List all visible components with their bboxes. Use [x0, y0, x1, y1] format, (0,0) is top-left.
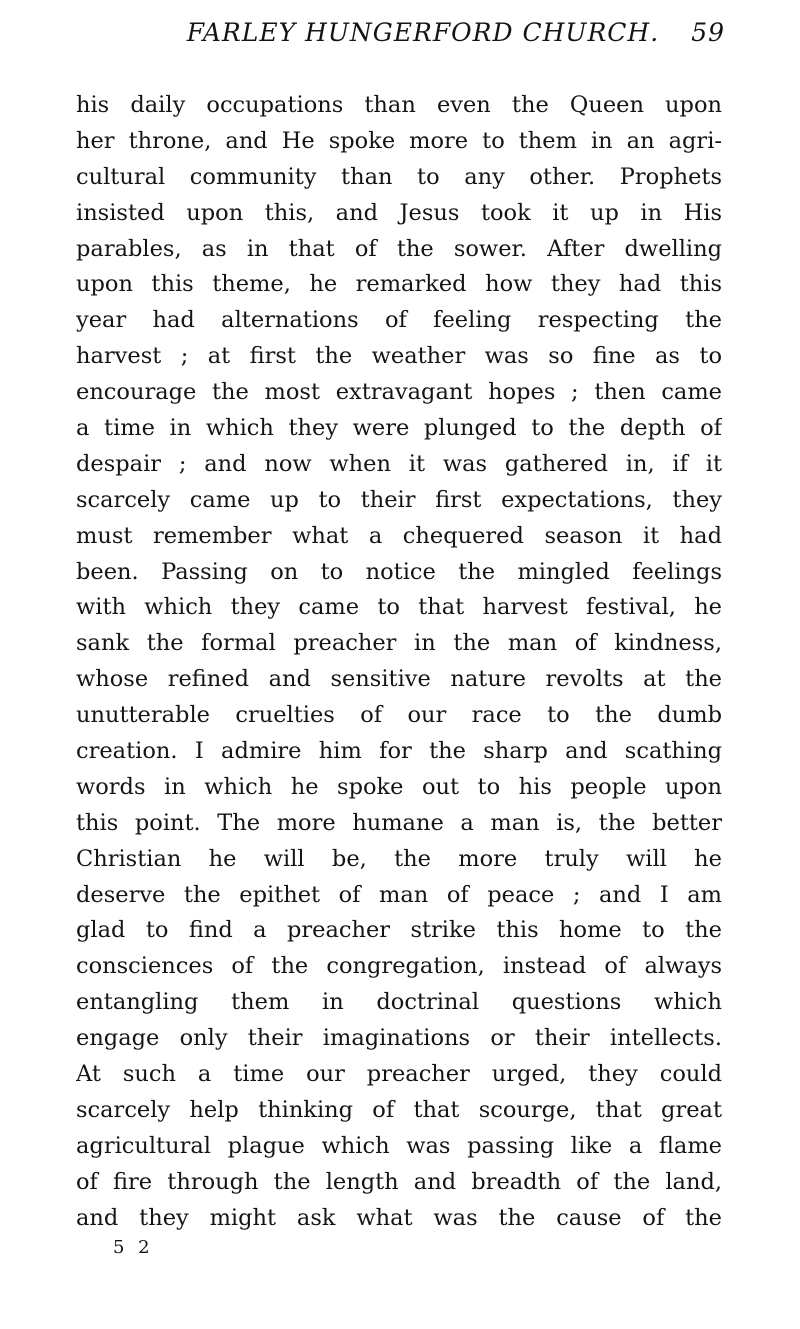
- text-line: her throne, and He spoke more to them in an agri-: [76, 127, 722, 154]
- text-line: creation. I admire him for the sharp and scathing: [76, 738, 722, 765]
- text-line: and they might ask what was the cause of the: [76, 1204, 722, 1231]
- text-line: a time in which they were plunged to the depth of: [76, 415, 722, 442]
- text-line: glad to find a preacher strike this home to the: [76, 917, 722, 944]
- text-line: Christian he will be, the more truly will he: [76, 845, 722, 872]
- text-line: insisted upon this, and Jesus took it up in His: [76, 199, 722, 226]
- text-line: agricultural plague which was passing like a flame: [76, 1132, 722, 1159]
- body-text: [76, 88, 722, 1237]
- text-line: upon this theme, he remarked how they had this: [76, 271, 722, 298]
- text-line: unutterable cruelties of our race to the dumb: [76, 702, 722, 729]
- signature-mark: 5 2: [113, 1237, 154, 1258]
- running-header: [80, 18, 725, 54]
- text-line: entangling them in doctrinal questions which: [76, 989, 722, 1016]
- text-line: cultural community than to any other. Prophets: [76, 163, 722, 190]
- text-line: words in which he spoke out to his people upon: [76, 773, 722, 800]
- text-line: deserve the epithet of man of peace ; and I am: [76, 881, 722, 908]
- text-line: encourage the most extravagant hopes ; then came: [76, 379, 722, 406]
- text-line: whose refined and sensitive nature revolts at the: [76, 666, 722, 693]
- text-line: scarcely came up to their first expectations, they: [76, 486, 722, 513]
- text-line: his daily occupations than even the Queen upon: [76, 92, 722, 118]
- text-line: with which they came to that harvest festival, he: [76, 594, 722, 621]
- running-title: FARLEY HUNGERFORD CHURCH.: [186, 18, 660, 47]
- page-number: 59: [691, 18, 725, 47]
- text-line: sank the formal preacher in the man of kindness,: [76, 630, 722, 657]
- text-line: must remember what a chequered season it had: [76, 522, 722, 549]
- text-line: this point. The more humane a man is, the better: [76, 809, 722, 836]
- text-line: parables, as in that of the sower. After dwelling: [76, 235, 722, 262]
- text-line: harvest ; at first the weather was so fine as to: [76, 343, 722, 370]
- text-line: year had alternations of feeling respecting the: [76, 307, 722, 334]
- text-line: of fire through the length and breadth of the land,: [76, 1168, 722, 1195]
- text-line: despair ; and now when it was gathered in, if it: [76, 450, 722, 477]
- text-line: consciences of the congregation, instead of always: [76, 953, 722, 980]
- text-line: been. Passing on to notice the mingled feelings: [76, 558, 722, 585]
- text-line: At such a time our preacher urged, they could: [76, 1061, 722, 1088]
- text-line: engage only their imaginations or their intellects.: [76, 1025, 722, 1052]
- text-line: scarcely help thinking of that scourge, that great: [76, 1096, 722, 1123]
